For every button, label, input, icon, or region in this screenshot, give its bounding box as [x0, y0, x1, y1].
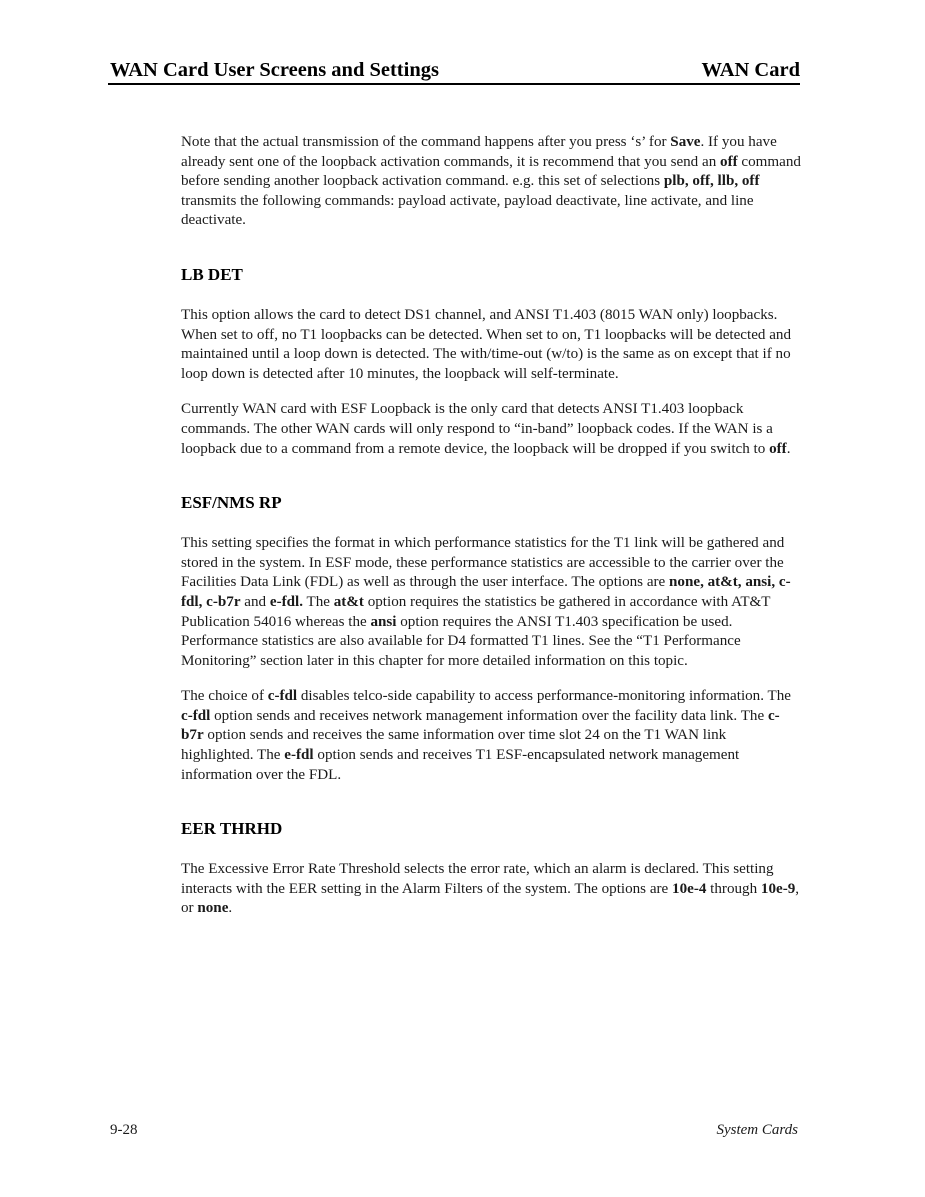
- lb-det-paragraph-2: Currently WAN card with ESF Loopback is the only card that detects ANSI T1.403 loopback commands. The other WAN cards will only respond to “in-band” loopback codes. If the WAN is a loopback due to a command from a remote device, the loopback will be dropped if you switch to off.: [181, 401, 791, 457]
- footer-page-number: 9-28: [110, 1122, 138, 1138]
- header-rule: [108, 83, 800, 85]
- eer-thrhd-paragraph: The Excessive Error Rate Threshold selects the error rate, which an alarm is declared. This setting interacts with the EER setting in the Alarm Filters of the system. The options are 10e-4 through 10e-9, or none.: [181, 861, 800, 917]
- section-heading-esf-nms-rp: ESF/NMS RP: [181, 493, 282, 513]
- lb-det-paragraph-1: This option allows the card to detect DS1 channel, and ANSI T1.403 (8015 WAN only) loopbacks. When set to off, no T1 loopbacks can be detected. When set to on, T1 loopbacks will be detected and maintained until a loop down is detected. The with/time-out (w/to) is the same as on except that if no loop down is detected after 10 minutes, the loopback will self-terminate.: [181, 306, 792, 382]
- intro-paragraph: Note that the actual transmission of the command happens after you press ‘s’ for Save. If you have already sent one of the loopback activation commands, it is recommend that you send an off command before sending another loopback activation command. e.g. this set of selections plb, off, llb, off transmits the following commands: payload activate, payload deactivate, line activate, and line deactivate.: [181, 134, 801, 229]
- header-left-title: WAN Card User Screens and Settings: [110, 59, 439, 81]
- page-body: [181, 133, 801, 919]
- running-header: [110, 54, 800, 82]
- esf-nms-paragraph-1: This setting specifies the format in which performance statistics for the T1 link will be gathered and stored in the system. In ESF mode, these performance statistics are accessible to the carrier over the Facilities Data Link (FDL) as well as through the user interface. The options are none, at&t, ansi, c-fdl, c-b7r and e-fdl. The at&t option requires the statistics be gathered in accordance with AT&T Publication 54016 whereas the ansi option requires the ANSI T1.403 specification be used. Performance statistics are also available for D4 formatted T1 lines. See the “T1 Performance Monitoring” section later in this chapter for more detailed information on this topic.: [181, 535, 791, 669]
- section-heading-lb-det: LB DET: [181, 264, 243, 284]
- section-heading-eer-thrhd: EER THRHD: [181, 819, 283, 839]
- footer-section-title: System Cards: [716, 1122, 798, 1138]
- esf-nms-paragraph-2: The choice of c-fdl disables telco-side capability to access performance-monitoring information. The c-fdl option sends and receives network management information over the facility data link. The c-b7r option sends and receives the same information over time slot 24 on the T1 WAN link highlighted. The e-fdl option sends and receives T1 ESF-encapsulated network management information over the FDL.: [181, 688, 791, 783]
- header-right-title: WAN Card: [701, 59, 800, 81]
